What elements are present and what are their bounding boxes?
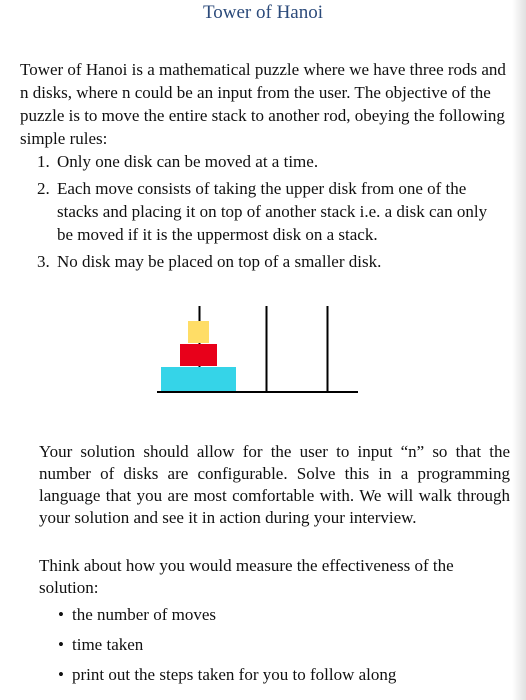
intro-paragraph: Tower of Hanoi is a mathematical puzzle where we have three rods and n disks, where n could be an input from the user. The objective of the puzzle is to move the entire stack to another rod, obeying the following simple rules: [20, 60, 506, 148]
metrics-list [58, 604, 498, 694]
solution-paragraph: Your solution should allow for the user to input “n” so that the number of disks are configurable. Solve this in a programming language that you are most comfortable with. We will walk through your solution and see it in action during your interview. [39, 442, 510, 527]
page-edge-shadow [512, 0, 526, 700]
disk-medium [180, 344, 217, 366]
rule-number: 3. [37, 252, 50, 271]
rule-text: No disk may be placed on top of a smaller disk. [57, 252, 382, 271]
tower-of-hanoi-diagram [155, 300, 360, 396]
disk-small [188, 321, 209, 343]
effectiveness-paragraph: Think about how you would measure the effectiveness of the solution: [39, 556, 454, 597]
rule-text: Only one disk can be moved at a time. [57, 152, 319, 171]
list-item: • time taken [58, 634, 498, 664]
rule-item [37, 177, 507, 246]
rule-number: 2. [37, 179, 50, 198]
rule-item [37, 250, 507, 273]
page-title: Tower of Hanoi [202, 2, 324, 23]
disk-large [161, 367, 236, 391]
list-item: • the number of moves [58, 604, 498, 634]
rules-list [37, 150, 507, 277]
rule-text: Each move consists of taking the upper disk from one of the stacks and placing it on top of another stack i.e. a disk can only be moved if it is the uppermost disk on a stack. [57, 179, 488, 244]
list-item: • print out the steps taken for you to follow along [58, 664, 498, 694]
rule-number: 1. [37, 152, 50, 171]
rule-item [37, 150, 507, 173]
